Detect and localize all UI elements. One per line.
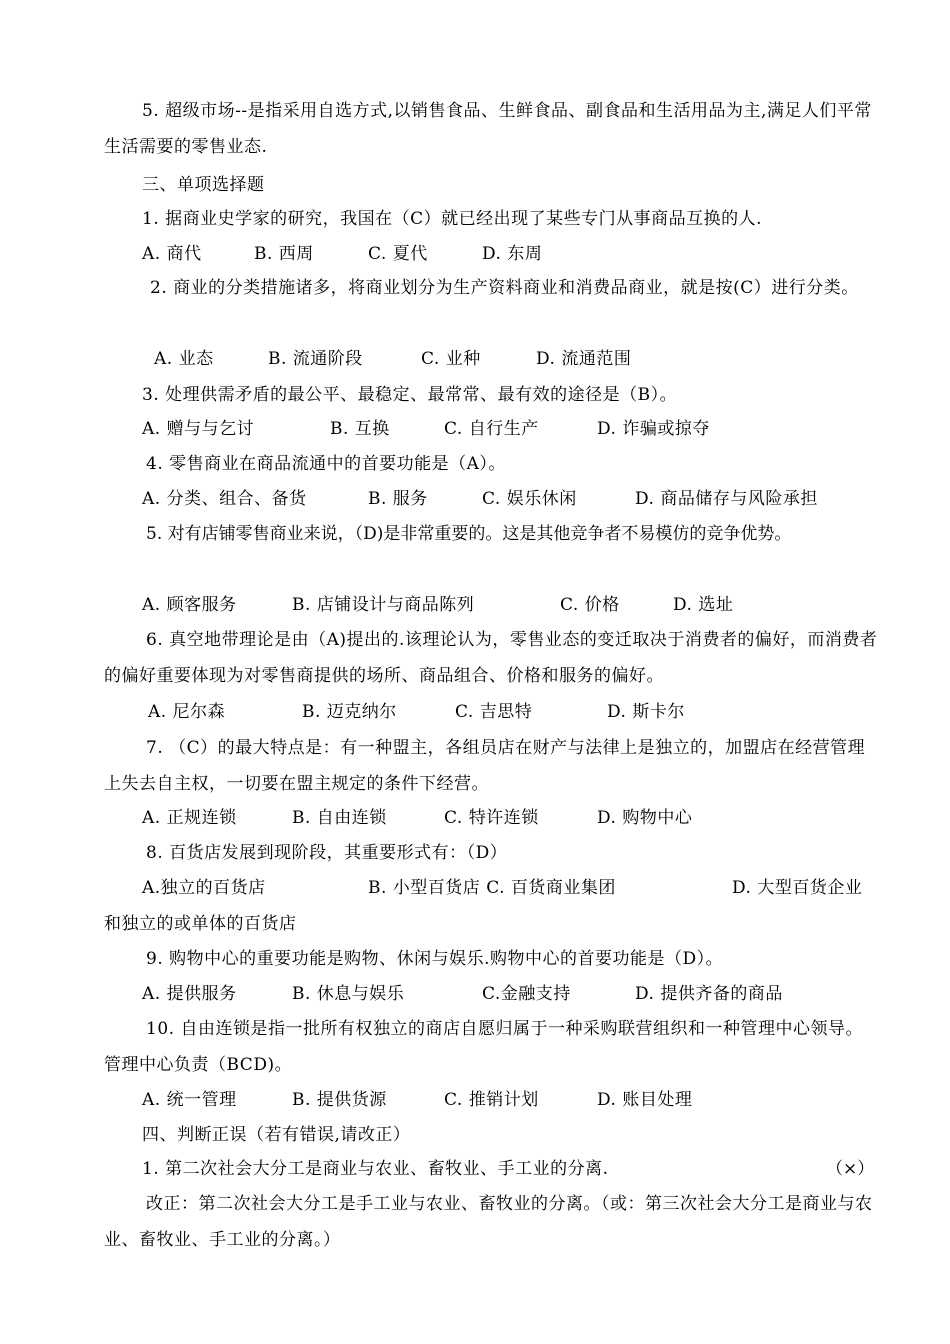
section-4-title: 四、判断正误（若有错误,请改正） bbox=[142, 1125, 411, 1145]
question-2-option-d: D. 流通范围 bbox=[536, 349, 632, 369]
question-7-option-c: C. 特许连锁 bbox=[444, 808, 539, 828]
question-6-option-c: C. 吉思特 bbox=[455, 702, 533, 722]
question-4-option-c: C. 娱乐休闲 bbox=[482, 489, 577, 509]
question-1-stem: 1. 据商业史学家的研究，我国在（C）就已经出现了某些专门从事商品互换的人. bbox=[142, 209, 763, 229]
question-10-option-d: D. 账目处理 bbox=[597, 1090, 693, 1110]
question-8-stem: 8. 百货店发展到现阶段，其重要形式有：（D） bbox=[146, 843, 508, 863]
question-1-option-b: B. 西周 bbox=[254, 244, 314, 264]
question-3-option-b: B. 互换 bbox=[330, 419, 390, 439]
question-8-option-d: D. 大型百货企业和独立的或单体的百货店 bbox=[104, 878, 863, 934]
question-1-option-d: D. 东周 bbox=[482, 244, 543, 264]
question-4-stem: 4. 零售商业在商品流通中的首要功能是（A）。 bbox=[146, 454, 506, 474]
question-3-option-d: D. 诈骗或掠夺 bbox=[597, 419, 710, 439]
question-1-option-c: C. 夏代 bbox=[368, 244, 428, 264]
question-5-option-a: A. 顾客服务 bbox=[142, 595, 237, 615]
question-6-option-d: D. 斯卡尔 bbox=[607, 702, 685, 722]
question-9-option-c: C.金融支持 bbox=[482, 984, 571, 1004]
question-4-option-a: A. 分类、组合、备货 bbox=[142, 489, 307, 509]
question-10-option-c: C. 推销计划 bbox=[444, 1090, 539, 1110]
question-6-option-a: A. 尼尔森 bbox=[148, 702, 226, 722]
question-7-option-a: A. 正规连锁 bbox=[142, 808, 237, 828]
question-9-option-a: A. 提供服务 bbox=[142, 984, 237, 1004]
question-5-option-d: D. 选址 bbox=[673, 595, 734, 615]
question-10-stem: 10. 自由连锁是指一批所有权独立的商店自愿归属于一种采购联营组织和一种管理中心领导。管理中心负责（BCD)。 bbox=[104, 1019, 863, 1075]
question-4-option-b: B. 服务 bbox=[368, 489, 428, 509]
definition-5: 5. 超级市场--是指采用自选方式,以销售食品、生鲜食品、副食品和生活用品为主,满足人们平常生活需要的零售业态. bbox=[104, 101, 872, 157]
question-2-stem: 2. 商业的分类措施诸多，将商业划分为生产资料商业和消费品商业，就是按(C）进行分类。 bbox=[150, 278, 859, 298]
question-8-option-a: A.独立的百货店 bbox=[142, 878, 266, 898]
judge-1-correction: 改正：第二次社会大分工是手工业与农业、畜牧业的分离。（或：第三次社会大分工是商业与农业、畜牧业、手工业的分离。） bbox=[104, 1194, 873, 1250]
question-3-option-a: A. 赠与与乞讨 bbox=[142, 419, 255, 439]
judge-1-mark: （×） bbox=[826, 1159, 875, 1179]
judge-1-stem: 1. 第二次社会大分工是商业与农业、畜牧业、手工业的分离. bbox=[142, 1159, 609, 1179]
question-7-option-d: D. 购物中心 bbox=[597, 808, 693, 828]
question-3-stem: 3. 处理供需矛盾的最公平、最稳定、最常常、最有效的途径是（B）。 bbox=[142, 385, 678, 405]
question-6-option-b: B. 迈克纳尔 bbox=[302, 702, 397, 722]
question-10-option-a: A. 统一管理 bbox=[142, 1090, 237, 1110]
question-2-option-a: A. 业态 bbox=[154, 349, 214, 369]
question-10-option-b: B. 提供货源 bbox=[292, 1090, 387, 1110]
question-7-option-b: B. 自由连锁 bbox=[292, 808, 387, 828]
question-9-option-b: B. 休息与娱乐 bbox=[292, 984, 405, 1004]
question-6-stem: 6. 真空地带理论是由（A)提出的.该理论认为，零售业态的变迁取决于消费者的偏好，而消费者的偏好重要体现为对零售商提供的场所、商品组合、价格和服务的偏好。 bbox=[104, 630, 878, 686]
question-8-option-b-c: B. 小型百货店 C. 百货商业集团 bbox=[368, 878, 616, 898]
question-3-option-c: C. 自行生产 bbox=[444, 419, 539, 439]
question-5-stem: 5. 对有店铺零售商业来说，（D)是非常重要的。这是其他竞争者不易模仿的竞争优势。 bbox=[146, 524, 792, 544]
question-5-option-b: B. 店铺设计与商品陈列 bbox=[292, 595, 475, 615]
question-4-option-d: D. 商品储存与风险承担 bbox=[635, 489, 818, 509]
question-5-option-c: C. 价格 bbox=[560, 595, 620, 615]
section-3-title: 三、单项选择题 bbox=[142, 175, 265, 195]
question-7-stem: 7. （C）的最大特点是：有一种盟主，各组员店在财产与法律上是独立的，加盟店在经营管理上失去自主权，一切要在盟主规定的条件下经营。 bbox=[104, 738, 866, 794]
question-2-option-c: C. 业种 bbox=[421, 349, 481, 369]
question-9-option-d: D. 提供齐备的商品 bbox=[635, 984, 783, 1004]
question-1-option-a: A. 商代 bbox=[142, 244, 202, 264]
question-9-stem: 9. 购物中心的重要功能是购物、休闲与娱乐.购物中心的首要功能是（D）。 bbox=[146, 949, 724, 969]
question-2-option-b: B. 流通阶段 bbox=[268, 349, 363, 369]
